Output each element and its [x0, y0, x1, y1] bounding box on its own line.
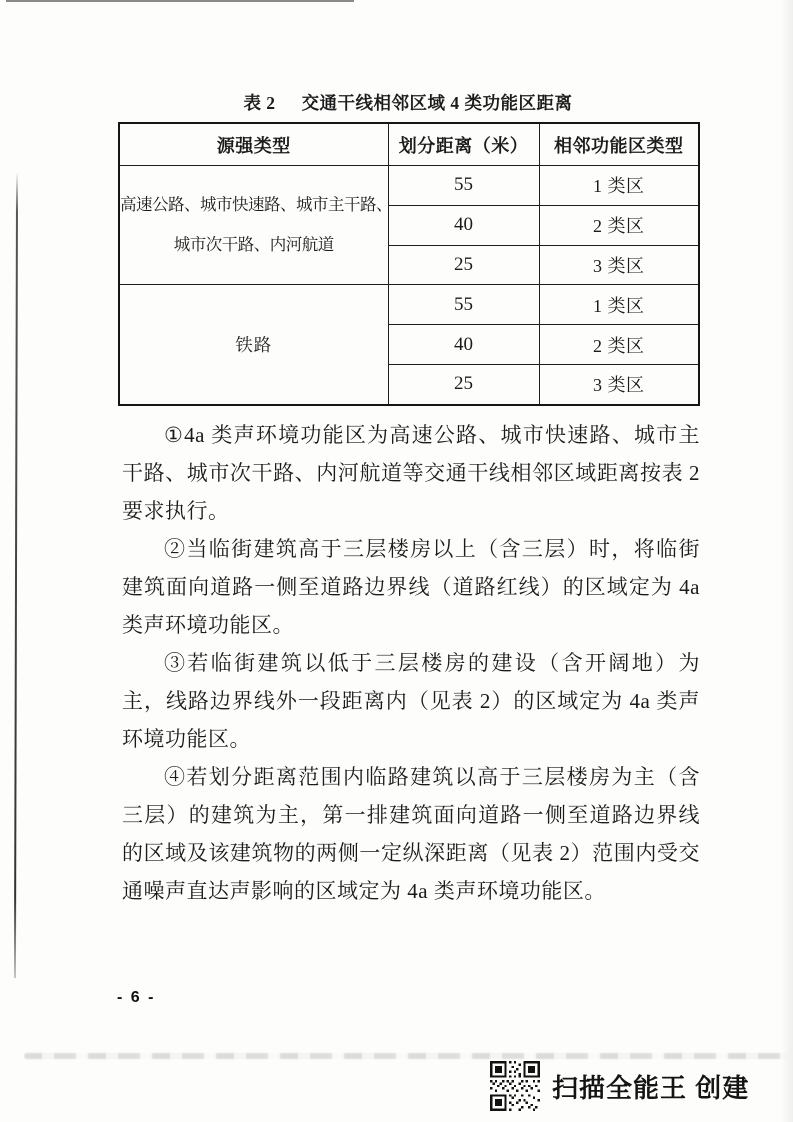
col-header-zone-type: 相邻功能区类型: [539, 123, 699, 166]
distance-value: 25: [388, 364, 539, 405]
source-railway: 铁路: [235, 334, 273, 355]
scan-artifact-bottom-smudge: [24, 1053, 790, 1059]
camscanner-watermark: [487, 1061, 749, 1111]
paragraph-3: ③若临街建筑以低于三层楼房的建设（含开阔地）为主，线路边界线外一段距离内（见表 2）的区域定为 4a 类声环境功能区。: [122, 651, 700, 751]
table-caption-title: 交通干线相邻区域 4 类功能区距离: [301, 93, 573, 113]
col-header-distance: 划分距离（米）: [388, 123, 539, 166]
zone-value: 1 类区: [539, 285, 699, 325]
zone-value: 2 类区: [539, 325, 699, 365]
qr-code-icon: [487, 1061, 543, 1111]
distance-value: 25: [388, 245, 539, 285]
zone-value: 2 类区: [539, 205, 699, 245]
distance-value: 55: [388, 166, 539, 206]
distance-value: 40: [388, 205, 539, 245]
paragraph-1: ①4a 类声环境功能区为高速公路、城市快速路、城市主干路、城市次干路、内河航道等交通干线相邻区域距离按表 2 要求执行。: [122, 423, 700, 523]
zone-value: 3 类区: [539, 364, 699, 405]
distance-table: [118, 122, 700, 406]
paragraph-2: ②当临街建筑高于三层楼房以上（含三层）时，将临街建筑面向道路一侧至道路边界线（道路红线）的区域定为 4a 类声环境功能区。: [122, 537, 700, 637]
body-text: [122, 416, 700, 910]
table-caption-label: 表 2: [243, 93, 276, 113]
zone-value: 3 类区: [539, 245, 699, 285]
source-roads-line2: 城市次干路、内河航道: [173, 235, 334, 255]
source-cell-railway: [119, 285, 388, 405]
table-header-row: [119, 123, 699, 166]
source-roads-line1: 高速公路、城市快速路、城市主干路、: [120, 195, 392, 215]
zone-value: 1 类区: [539, 166, 699, 206]
paragraph-4: ④若划分距离范围内临路建筑以高于三层楼房为主（含三层）的建筑为主，第一排建筑面向道路一侧至道路边界线的区域及该建筑物的两侧一定纵深距离（见表 2）范围内受交通噪声直达声影响的区域定为 4a 类声环境功能区。: [122, 765, 700, 903]
scan-artifact-left-fold-line: [14, 172, 18, 978]
col-header-source-type: 源强类型: [119, 123, 388, 166]
scan-artifact-right-shade: [781, 0, 793, 1122]
table-row: [119, 285, 699, 325]
source-cell-roads: [119, 166, 392, 285]
page-number: - 6 -: [117, 989, 156, 1006]
watermark-text: 扫描全能王 创建: [552, 1072, 750, 1103]
table-caption: [118, 90, 698, 115]
scan-artifact-top-edge: [6, 0, 354, 2]
distance-value: 55: [388, 285, 539, 325]
distance-value: 40: [388, 325, 539, 365]
table-row: [119, 166, 699, 206]
